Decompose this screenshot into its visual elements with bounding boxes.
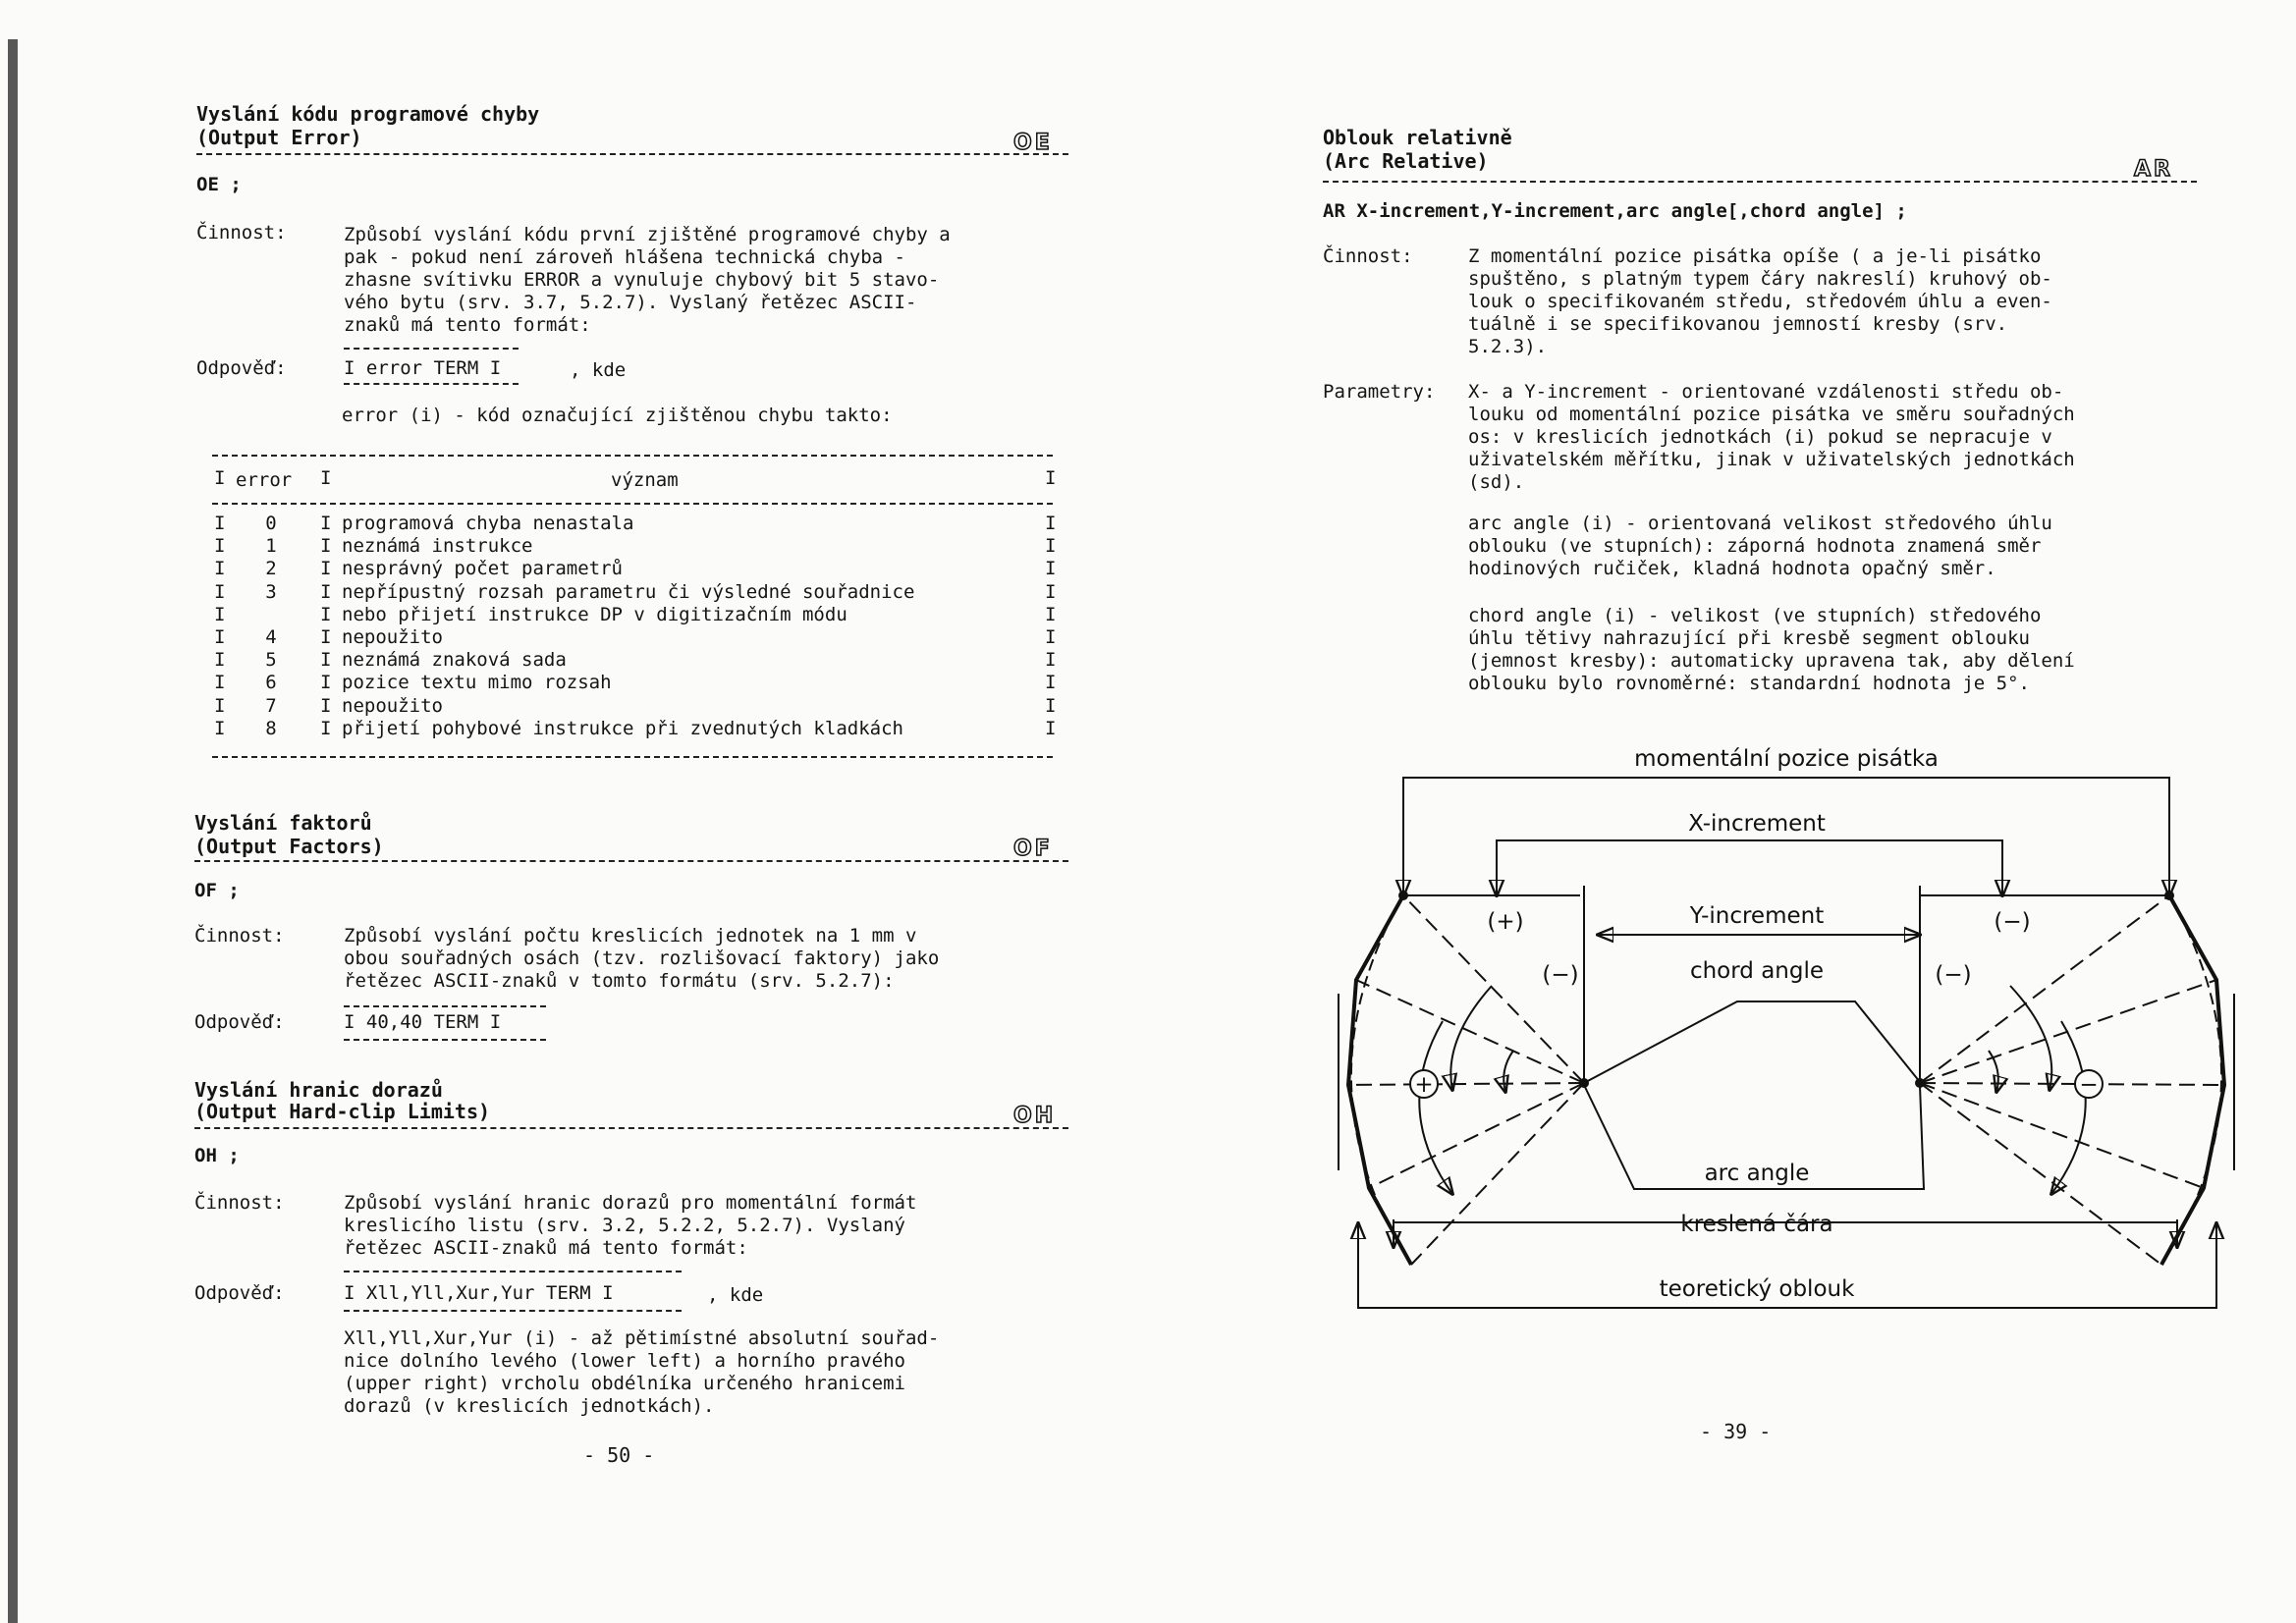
page-number: - 50 - [583,1443,655,1467]
oe-response-bottomline [344,383,519,385]
label-drawn-line: kreslená čára [1680,1212,1833,1237]
table-codes [261,513,281,740]
oh-note-line: Xll,Yll,Xur,Yur (i) - až pětimístné absolutní souřad- [344,1327,940,1349]
of-title: Vyslání faktorů [194,811,372,835]
table-code: 6 [265,672,277,694]
ar-subtitle: (Arc Relative) [1323,149,1489,173]
table-meaning: nepoužito [342,626,443,649]
ar-param-line: os: v kreslicích jednotkách (i) pokud se nepracuje v [1468,426,2052,448]
arc-center-left [1579,1078,1589,1088]
table-code: 7 [265,694,277,717]
table-meaning: neznámá znaková sada [342,649,567,672]
oe-cinnost-label: Činnost: [196,222,287,243]
table-mid-border: I I I I I I I I I I [320,513,332,739]
table-code: 0 [265,513,277,534]
of-cinnost-text [344,925,1068,993]
table-top-border [212,455,1053,457]
oe-odpoved-label: Odpověď: [196,357,287,379]
page-number: - 39 - [1700,1420,1772,1443]
ar-cinnost-line: Z momentální pozice pisátka opíše ( a je-li pisátko [1468,245,2042,267]
table-pipe: I [320,467,332,489]
chord-angle-left [1503,1051,1513,1092]
oe-subtitle: (Output Error) [196,126,362,149]
of-mnemonic: OF [1013,837,1053,861]
theoretical-arc-left [1351,895,1411,1265]
ar-cinnost-line: spuštěno, s platným typem čáry nakreslí) kruhový ob- [1468,268,2052,290]
label-pen-position: momentální pozice pisátka [1634,746,1939,772]
oe-title: Vyslání kódu programové chyby [196,102,540,126]
ar-param-line: chord angle (i) - velikost (ve stupních) středového [1468,605,2042,626]
ar-param-line: oblouku bylo rovnoměrné: standardní hodnota je 5°. [1468,673,2030,694]
table-header-row [214,467,225,490]
ar-parametry-label: Parametry: [1323,381,1436,403]
oe-cinnost-line: vého bytu (srv. 3.7, 5.2.7). Vyslaný řetězec ASCII- [344,292,917,313]
oh-cinnost-line: řetězec ASCII-znaků má tento formát: [344,1237,748,1259]
oh-response-bottomline [344,1310,682,1312]
oh-response-suffix: , kde [707,1284,764,1306]
oh-mnemonic: OH [1013,1104,1057,1128]
of-cinnost-line: obou souřadných osách (tzv. rozlišovací faktory) jako [344,947,940,969]
table-meaning: programová chyba nenastala [342,513,634,534]
pen-position-left [1398,891,1408,900]
ar-cinnost-line: louk o specifikovaném středu, středovém úhlu a even- [1468,291,2052,312]
arc-angle-right [2051,1021,2086,1194]
oh-response-topline [344,1271,682,1272]
table-meaning: nebo přijetí instrukce DP v digitizačním módu [342,603,847,625]
of-syntax: OF ; [194,880,240,901]
oh-note [344,1327,1068,1418]
table-code: 8 [265,717,277,739]
table-meaning: neznámá instrukce [342,535,533,558]
oe-cinnost-line: Způsobí vyslání kódu první zjištěné programové chyby a [344,224,951,245]
center-link-top [1584,1001,1920,1083]
oe-mnemonic: OE [1013,131,1053,155]
oe-response-topline [344,348,519,350]
ar-param-line: oblouku (ve stupních): záporná hodnota znamená směr [1468,535,2042,557]
oh-note-line: nice dolního levého (lower left) a horního pravého [344,1350,905,1372]
oe-cinnost-text [344,224,1068,337]
pen-position-right [2164,891,2174,900]
oh-cinnost-line: Způsobí vyslání hranic dorazů pro momentální formát [344,1192,917,1214]
circle-minus-label: − [2079,1072,2099,1098]
table-code [261,604,281,626]
ar-param-increment [1468,381,2197,494]
arc-center-right [1915,1078,1925,1088]
table-header-divider [212,503,1053,505]
table-meaning: nepoužito [342,694,443,717]
sign-minus-top-right: (−) [1994,909,2031,935]
table-code: 3 [265,580,277,603]
arc-relative-figure [1148,727,2296,1335]
oh-cinnost-label: Činnost: [194,1192,285,1214]
oe-response: I error TERM I [344,357,502,379]
table-meanings [342,513,914,740]
theoretical-arc-right [2161,895,2221,1265]
drawn-line-right [2161,895,2224,1265]
label-y-increment: Y-increment [1689,903,1825,929]
radials-right [1920,895,2224,1265]
table-meaning: pozice textu mimo rozsah [342,672,612,694]
ar-param-line: uživatelském měřítku, jinak v uživatelských jednotkách [1468,449,2075,470]
right-page [1148,0,2296,1623]
label-arc-angle: arc angle [1704,1161,1810,1186]
ar-cinnost-line: 5.2.3). [1468,336,1548,357]
oh-note-line: dorazů (v kreslicích jednotkách). [344,1395,715,1417]
oe-cinnost-line: znaků má tento formát: [344,314,591,336]
oh-title: Vyslání hranic dorazů [194,1078,443,1102]
ar-cinnost-label: Činnost: [1323,245,1413,267]
ar-param-line: úhlu tětivy nahrazující při kresbě segment oblouku [1468,627,2030,649]
xinc-bracket [1497,840,2002,893]
ar-syntax: AR X-increment,Y-increment,arc angle[,chord angle] ; [1323,200,1907,222]
oh-odpoved-label: Odpověď: [194,1282,285,1304]
radials-left [1348,895,1584,1265]
table-code: 5 [265,649,277,672]
of-subtitle: (Output Factors) [194,835,384,858]
oe-syntax: OE ; [196,174,242,195]
of-cinnost-label: Činnost: [194,925,285,947]
ar-param-line: louku od momentální pozice pisátka ve směru souřadných [1468,404,2075,425]
oh-cinnost-line: kreslicího listu (srv. 3.2, 5.2.2, 5.2.7). Vyslaný [344,1215,905,1236]
drawn-line-left [1348,895,1411,1265]
oe-cinnost-line: pak - pokud není zároveň hlášena technická chyba - [344,246,905,268]
table-meaning: nepřípustný rozsah parametru či výsledné souřadnice [342,580,915,603]
sign-minus-left: (−) [1542,962,1579,988]
oh-subtitle: (Output Hard-clip Limits) [194,1100,491,1123]
arc-angle-left [1419,1021,1452,1194]
label-theoretical-arc: teoretický oblouk [1659,1276,1855,1302]
circle-plus-label: + [1414,1072,1434,1098]
oe-response-suffix: , kde [570,359,627,381]
oe-error-line: error (i) - kód označující zjištěnou chybu takto: [342,405,893,426]
ar-param-chord-angle [1468,605,2197,695]
oe-divider [196,153,1068,155]
ar-divider [1323,181,2197,183]
table-bottom-border [212,756,1053,758]
table-header-error: error [236,469,293,491]
table-meaning: nesprávný počet parametrů [342,558,623,580]
oh-divider [194,1127,1068,1129]
table-code: 2 [265,558,277,580]
table-right-border: I I I I I I I I I I [1045,513,1057,739]
ar-param-line: (jemnost kresby): automaticky upravena tak, aby dělení [1468,650,2075,672]
label-x-increment: X-increment [1688,811,1826,837]
label-chord-angle: chord angle [1689,958,1825,984]
ar-param-line: hodinových ručiček, kladná hodnota opačný směr. [1468,558,1996,579]
table-pipe: I [1045,467,1057,489]
of-response-bottomline [344,1039,546,1041]
ar-param-line: (sd). [1468,471,1525,493]
arc-angle-right-inner [2010,986,2051,1090]
oh-response: I Xll,Yll,Xur,Yur TERM I [344,1282,614,1304]
oh-cinnost-text [344,1192,1068,1260]
of-cinnost-line: řetězec ASCII-znaků v tomto formátu (srv. 5.2.7): [344,970,895,992]
ar-cinnost-line: tuálně i se specifikovanou jemností kresby (srv. [1468,313,2008,335]
sign-plus-top-left: (+) [1487,909,1524,935]
sign-minus-right: (−) [1935,962,1972,988]
of-divider [194,860,1068,862]
oe-cinnost-line: zhasne svítivku ERROR a vynuluje chybový bit 5 stavo- [344,269,940,291]
of-response: I 40,40 TERM I [344,1011,502,1033]
ar-param-arc-angle [1468,513,2197,580]
table-code: 4 [265,626,277,649]
of-odpoved-label: Odpověď: [194,1011,285,1033]
oh-syntax: OH ; [194,1145,240,1166]
of-cinnost-line: Způsobí vyslání počtu kreslicích jednotek na 1 mm v [344,925,917,947]
ar-cinnost-text [1468,245,2197,358]
ar-title: Oblouk relativně [1323,126,1512,149]
table-meaning: přijetí pohybové instrukce při zvednutých kladkách [342,717,903,739]
table-pipe: I [214,467,226,489]
table-code: 1 [265,535,277,558]
ar-param-line: arc angle (i) - orientovaná velikost středového úhlu [1468,513,2052,534]
ar-param-line: X- a Y-increment - orientované vzdálenosti středu ob- [1468,381,2064,403]
ar-mnemonic: AR [2134,157,2173,182]
table-left-border: I I I I I I I I I I [214,513,226,739]
of-response-topline [344,1005,546,1007]
oh-note-line: (upper right) vrcholu obdélníka určeného hranicemi [344,1373,905,1394]
table-header-meaning: význam [611,469,679,491]
